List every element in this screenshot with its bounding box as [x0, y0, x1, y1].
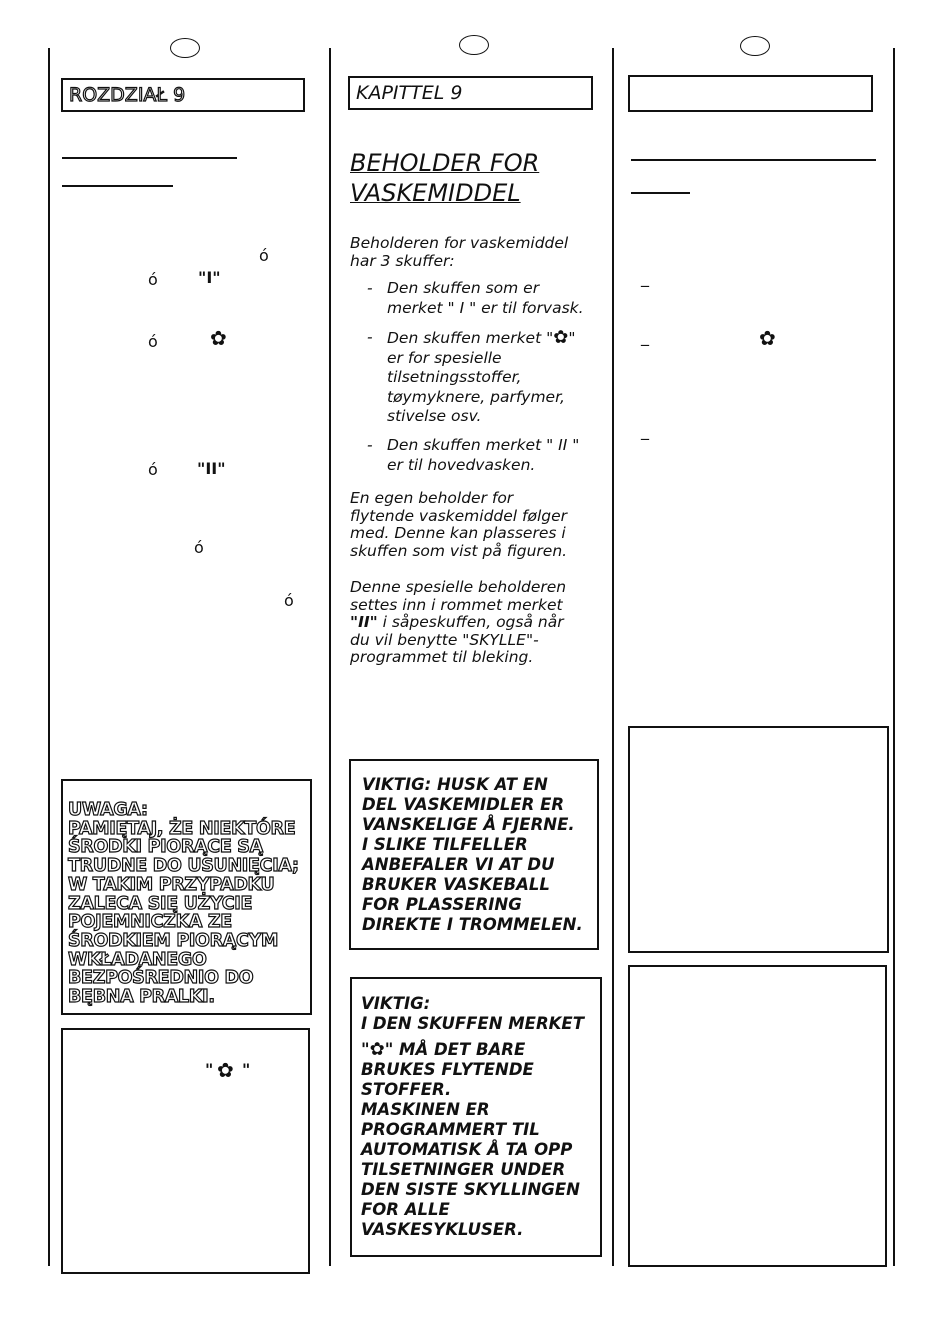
- paragraph-line-rest: i såpeskuffen, også når: [377, 613, 564, 631]
- warning-text-polish: [68, 801, 299, 1007]
- column-divider-middle-right: [612, 48, 614, 1266]
- warning-line: I DEN SKUFFEN MERKET: [361, 1014, 584, 1033]
- bullet-prewash: [367, 279, 597, 319]
- bullet-dash: -: [367, 279, 373, 297]
- bullet-line: [387, 328, 575, 349]
- bullet-line-part: Den skuffen merket ": [387, 329, 554, 347]
- bullet-mainwash: [367, 436, 597, 476]
- warning-line: WKŁADANEGO: [68, 949, 207, 970]
- paragraph-line: flytende vaskemiddel følger: [350, 506, 568, 525]
- glyph-roman-one: "I": [198, 268, 221, 287]
- bullet-dash-third-1: _: [641, 268, 649, 287]
- note-box-polish: [61, 1028, 310, 1274]
- chapter-box-polish: [61, 78, 305, 112]
- warning-line: VASKESYKLUSER.: [361, 1220, 524, 1239]
- bullet-dash-third-2: _: [641, 327, 649, 346]
- flower-icon: ✿: [217, 1058, 234, 1082]
- bullet-line: Den skuffen som er: [387, 279, 540, 297]
- flower-icon: ✿: [210, 326, 227, 350]
- bullet-dash: -: [367, 436, 373, 454]
- warning-line: STOFFER.: [361, 1080, 452, 1099]
- bullet-dash: -: [367, 328, 373, 346]
- intro-paragraph: [350, 235, 568, 270]
- warning-box-norwegian-1: [349, 759, 599, 950]
- warning-line: MASKINEN ER: [361, 1100, 490, 1119]
- column-divider-left: [48, 48, 50, 1266]
- section-heading-norwegian: [350, 148, 539, 208]
- warning-line: DIREKTE I TROMMELEN.: [362, 915, 583, 934]
- liquid-container-paragraph: [350, 490, 567, 560]
- language-badge-polish: [170, 38, 200, 58]
- bullet-text: [387, 436, 579, 475]
- bullet-text: [387, 279, 584, 318]
- paragraph-line: skuffen som vist på figuren.: [350, 541, 568, 560]
- heading-underline-polish-1: [62, 157, 237, 159]
- bullet-line: tilsetningsstoffer,: [387, 368, 522, 386]
- warning-line: FOR ALLE: [361, 1200, 450, 1219]
- bullet-line: stivelse osv.: [387, 407, 482, 425]
- bold-marker: "II": [350, 613, 378, 631]
- warning-line: VIKTIG: HUSK AT EN: [362, 775, 548, 794]
- bullet-line: Den skuffen merket " II ": [387, 436, 580, 454]
- chapter-box-third: [628, 75, 873, 112]
- warning-box-third-1: [628, 726, 889, 953]
- warning-line: I SLIKE TILFELLER: [362, 835, 528, 854]
- warning-line: TRUDNE DO USUNIĘCIA;: [68, 856, 299, 877]
- warning-text: [361, 994, 584, 1240]
- warning-line: BĘBNA PRALKI.: [68, 987, 215, 1008]
- warning-line: BEZPOŚREDNIO DO: [68, 968, 254, 989]
- warning-line: BRUKES FLYTENDE: [361, 1060, 534, 1079]
- paragraph-line: programmet til bleking.: [350, 648, 534, 666]
- paragraph-line: [350, 614, 566, 632]
- warning-line: TILSETNINGER UNDER: [361, 1160, 566, 1179]
- glyph-o-2: ó: [148, 270, 158, 289]
- quote-close: ": [242, 1060, 251, 1079]
- warning-line: POJEMNICZKA ZE: [68, 912, 232, 933]
- paragraph-line: En egen beholder for: [350, 489, 514, 507]
- warning-line: ANBEFALER VI AT DU: [362, 855, 555, 874]
- special-container-paragraph: [350, 579, 566, 667]
- warning-line: DEN SISTE SKYLLINGEN: [361, 1180, 580, 1199]
- glyph-o-5: ó: [194, 538, 204, 557]
- warning-line: ŚRODKI PIORĄCE SĄ: [68, 837, 263, 858]
- quote-open: ": [205, 1060, 214, 1079]
- bullet-additives: [367, 328, 597, 428]
- warning-text: [362, 775, 583, 935]
- warning-line: PAMIĘTAJ, ŻE NIEKTÓRE: [68, 818, 296, 839]
- heading-line: BEHOLDER FOR: [350, 149, 540, 177]
- warning-line: DEL VASKEMIDLER ER: [362, 795, 565, 814]
- warning-box-third-2: [628, 965, 887, 1267]
- chapter-title-norwegian: KAPITTEL 9: [356, 82, 463, 104]
- warning-line: UWAGA:: [68, 800, 148, 820]
- heading-underline-third-2: [631, 192, 690, 194]
- warning-line: ŚRODKIEM PIORĄCYM: [68, 930, 279, 951]
- warning-line: BRUKER VASKEBALL: [362, 875, 550, 894]
- warning-line: [361, 1040, 584, 1060]
- warning-line: W TAKIM PRZYPADKU: [68, 874, 275, 895]
- column-divider-right: [893, 48, 895, 1266]
- glyph-o-4: ó: [148, 460, 158, 479]
- flower-icon: ✿: [553, 327, 569, 348]
- intro-line: Beholderen for vaskemiddel: [350, 234, 569, 252]
- warning-line: PROGRAMMERT TIL: [361, 1120, 540, 1139]
- paragraph-line: med. Denne kan plasseres i: [350, 524, 566, 542]
- heading-underline-third-1: [631, 159, 876, 161]
- chapter-title-polish: ROZDZIAŁ 9: [69, 84, 186, 106]
- warning-line: AUTOMATISK Å TA OPP: [361, 1140, 573, 1159]
- bullet-line: er til hovedvasken.: [387, 455, 536, 474]
- warning-box-norwegian-2: [350, 977, 602, 1257]
- paragraph-line: du vil benytte "SKYLLE"-: [350, 630, 539, 649]
- column-divider-middle-left: [329, 48, 331, 1266]
- flower-icon: ✿: [369, 1039, 385, 1060]
- intro-line: har 3 skuffer:: [350, 251, 455, 270]
- warning-line-part: ": [361, 1040, 370, 1059]
- glyph-roman-two: "II": [197, 459, 226, 478]
- bullet-line-part: ": [568, 329, 576, 347]
- glyph-o-3: ó: [148, 332, 158, 351]
- heading-line: VASKEMIDDEL: [350, 179, 521, 207]
- bullet-line: er for spesielle: [387, 348, 502, 367]
- warning-line: VIKTIG:: [361, 994, 431, 1013]
- chapter-box-norwegian: [348, 76, 593, 110]
- heading-underline-polish-2: [62, 185, 173, 187]
- warning-line: FOR PLASSERING: [362, 895, 522, 914]
- paragraph-line: settes inn i rommet merket: [350, 595, 563, 614]
- warning-line: VANSKELIGE Å FJERNE.: [362, 815, 575, 834]
- warning-line-part: " MÅ DET BARE: [384, 1040, 526, 1059]
- flower-icon: ✿: [759, 326, 776, 350]
- warning-line: ZALECA SIĘ UŻYCIE: [68, 893, 253, 914]
- glyph-o-6: ó: [284, 591, 294, 610]
- glyph-o-1: ó: [259, 246, 269, 265]
- bullet-dash-third-3: _: [641, 421, 649, 440]
- paragraph-line: Denne spesielle beholderen: [350, 578, 567, 596]
- bullet-line: tøymyknere, parfymer,: [387, 387, 565, 406]
- bullet-text: [387, 328, 575, 427]
- bullet-line: merket " I " er til forvask.: [387, 298, 584, 317]
- language-badge-third: [740, 36, 770, 56]
- warning-box-polish: [61, 779, 312, 1015]
- language-badge-norwegian: [459, 35, 489, 55]
